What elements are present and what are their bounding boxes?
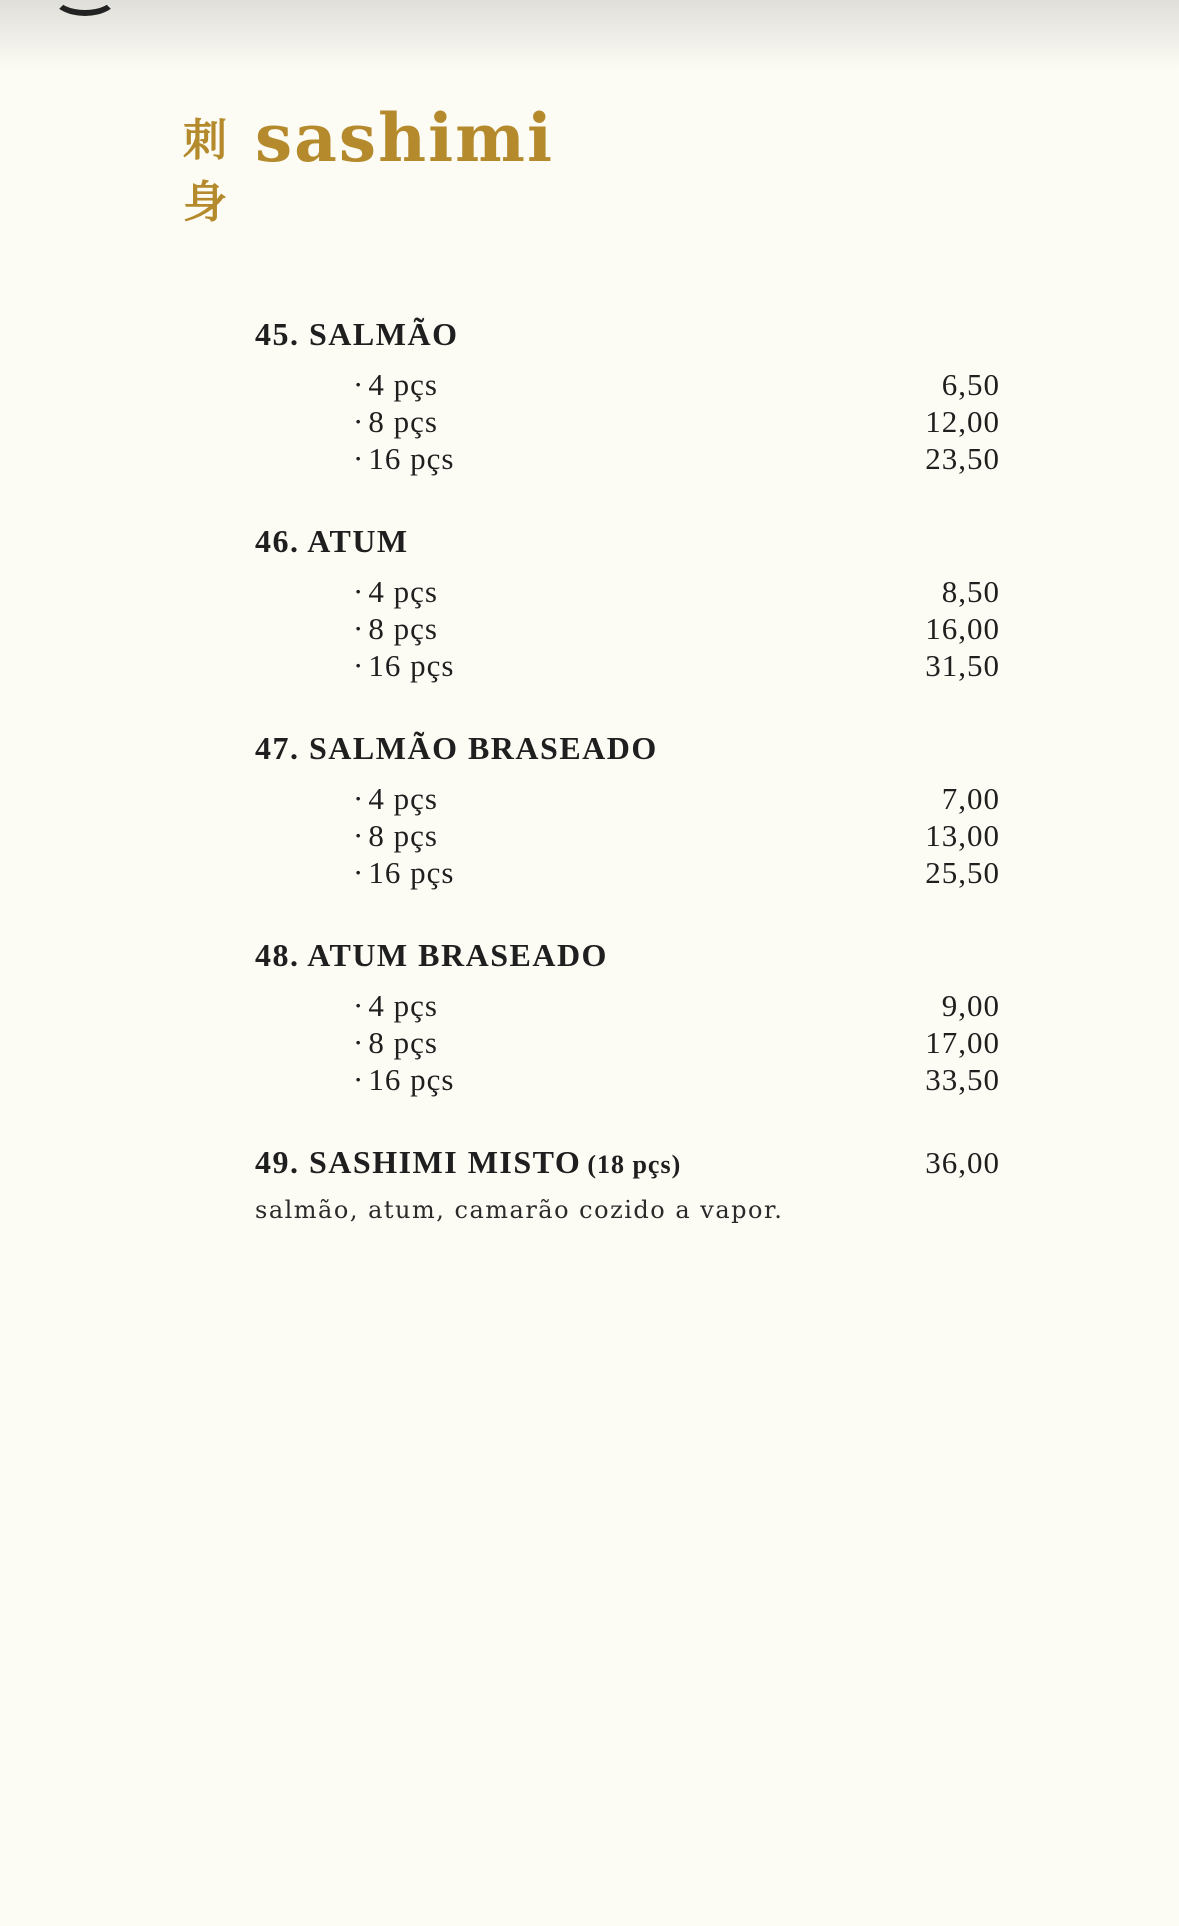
piece-count: (18 pçs) — [587, 1150, 682, 1179]
portion-label: · 16 pçs — [353, 854, 454, 891]
portion-label: · 4 pçs — [353, 987, 438, 1024]
portion-label: · 4 pçs — [353, 780, 438, 817]
portion-price: 12,00 — [925, 404, 1000, 439]
portion-label: · 16 pçs — [353, 1061, 454, 1098]
section-title: sashimi — [255, 99, 555, 177]
menu-item-misto — [255, 1142, 1000, 1224]
menu-item — [255, 521, 1000, 684]
kanji-heading — [183, 110, 237, 234]
portion-label: · 16 pçs — [353, 440, 454, 477]
portion-row — [353, 440, 1000, 477]
portion-row — [353, 987, 1000, 1024]
portion-row — [353, 1061, 1000, 1098]
menu-item — [255, 314, 1000, 477]
portion-price: 6,50 — [941, 367, 1000, 402]
portion-row — [353, 1024, 1000, 1061]
portion-label: · 4 pçs — [353, 573, 438, 610]
portion-price: 16,00 — [925, 611, 1000, 646]
portion-options — [255, 573, 1000, 684]
portion-label: · 8 pçs — [353, 817, 438, 854]
menu-item-title: 45. SALMÃO — [255, 316, 459, 352]
portion-price: 23,50 — [925, 441, 1000, 476]
portion-price: 9,00 — [941, 988, 1000, 1023]
portion-row — [353, 403, 1000, 440]
misto-row — [255, 1142, 1000, 1182]
portion-row — [353, 573, 1000, 610]
menu-item-description: salmão, atum, camarão cozido a vapor. — [255, 1196, 784, 1224]
portion-row — [353, 366, 1000, 403]
portion-price: 7,00 — [941, 781, 1000, 816]
menu-header — [183, 99, 555, 234]
portion-options — [255, 780, 1000, 891]
menu-item-title-wrap — [255, 1142, 681, 1182]
menu-item — [255, 935, 1000, 1098]
portion-price: 13,00 — [925, 818, 1000, 853]
top-shade — [0, 0, 1179, 70]
portion-price: 8,50 — [941, 574, 1000, 609]
menu-item-title: 46. ATUM — [255, 523, 409, 559]
menu-item-title: 48. ATUM BRASEADO — [255, 937, 608, 973]
portion-price: 17,00 — [925, 1025, 1000, 1060]
menu-item-title: 47. SALMÃO BRASEADO — [255, 730, 658, 766]
portion-options — [255, 366, 1000, 477]
portion-row — [353, 854, 1000, 891]
portion-label: · 8 pçs — [353, 403, 438, 440]
menu-item-price: 36,00 — [925, 1145, 1000, 1180]
portion-price: 31,50 — [925, 648, 1000, 683]
portion-options — [255, 987, 1000, 1098]
portion-label: · 4 pçs — [353, 366, 438, 403]
portion-price: 33,50 — [925, 1062, 1000, 1097]
menu-item — [255, 728, 1000, 891]
portion-label: · 8 pçs — [353, 1024, 438, 1061]
portion-price: 25,50 — [925, 855, 1000, 890]
menu-item-title: 49. SASHIMI MISTO — [255, 1144, 582, 1180]
kanji-char: 身 — [183, 177, 227, 228]
kanji-char: 刺 — [183, 115, 227, 166]
menu-list — [255, 314, 1000, 1268]
portion-row — [353, 780, 1000, 817]
portion-row — [353, 817, 1000, 854]
portion-label: · 16 pçs — [353, 647, 454, 684]
portion-row — [353, 610, 1000, 647]
portion-row — [353, 647, 1000, 684]
portion-label: · 8 pçs — [353, 610, 438, 647]
